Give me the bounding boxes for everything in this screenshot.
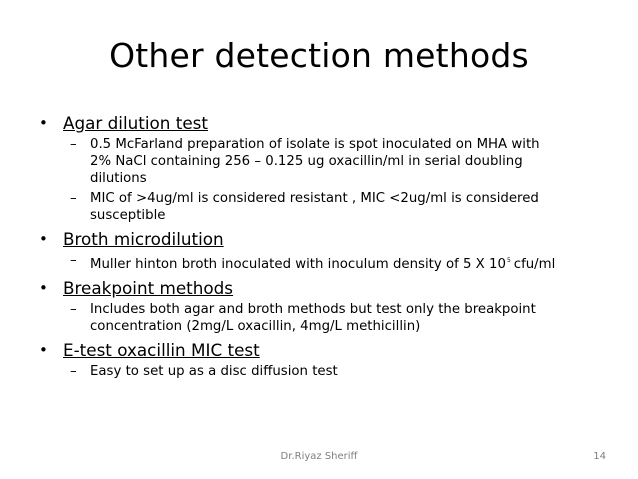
sub-bullet-line: 2% NaCl containing 256 – 0.125 ug oxacillin/ml in serial doubling [90, 154, 523, 169]
sub-bullet [70, 252, 638, 273]
sub-bullet-line: 0.5 McFarland preparation of isolate is spot inoculated on MHA with [90, 137, 540, 152]
slide-content [0, 112, 638, 380]
dash-icon: – [70, 364, 77, 379]
sub-bullet-line: concentration (2mg/L oxacillin, 4mg/L methicillin) [90, 319, 421, 334]
sub-bullet-text-unit: cfu/ml [513, 257, 556, 272]
sub-bullet [70, 136, 638, 187]
dash-icon: – [70, 191, 77, 206]
sub-bullet-line: Easy to set up as a disc diffusion test [90, 364, 338, 379]
bullet-icon: • [39, 114, 48, 132]
bullet-broth-microdilution [39, 228, 638, 250]
sub-bullet-text: Muller hinton broth inoculated with inoculum density of 5 X 10 [90, 257, 506, 272]
bullet-breakpoint-methods [39, 277, 638, 299]
bullet-heading: Agar dilution test [63, 113, 208, 133]
bullet-heading: Breakpoint methods [63, 278, 234, 298]
dash-icon: – [70, 137, 77, 152]
slide-page-number: 14 [593, 451, 606, 462]
bullet-etest-oxacillin [39, 339, 638, 361]
bullet-icon: • [39, 230, 48, 248]
superscript-exponent: 5 [506, 257, 511, 264]
sub-bullet-line: MIC of >4ug/ml is considered resistant , MIC <2ug/ml is considered [90, 191, 539, 206]
slide-title: Other detection methods [109, 36, 529, 75]
slide-footer-author: Dr.Riyaz Sheriff [280, 451, 358, 462]
sub-bullet [70, 190, 638, 224]
dash-icon: – [70, 302, 77, 317]
sub-bullet [70, 301, 638, 335]
sub-bullet [70, 363, 638, 380]
bullet-heading: E-test oxacillin MIC test [63, 340, 260, 360]
bullet-heading: Broth microdilution [63, 229, 224, 249]
bullet-agar-dilution [39, 112, 638, 134]
sub-bullet-line: dilutions [90, 171, 147, 186]
bullet-icon: • [39, 341, 48, 359]
sub-bullet-line: Includes both agar and broth methods but test only the breakpoint [90, 302, 536, 317]
bullet-icon: • [39, 279, 48, 297]
dash-icon: – [70, 253, 77, 268]
sub-bullet-line: susceptible [90, 208, 166, 223]
